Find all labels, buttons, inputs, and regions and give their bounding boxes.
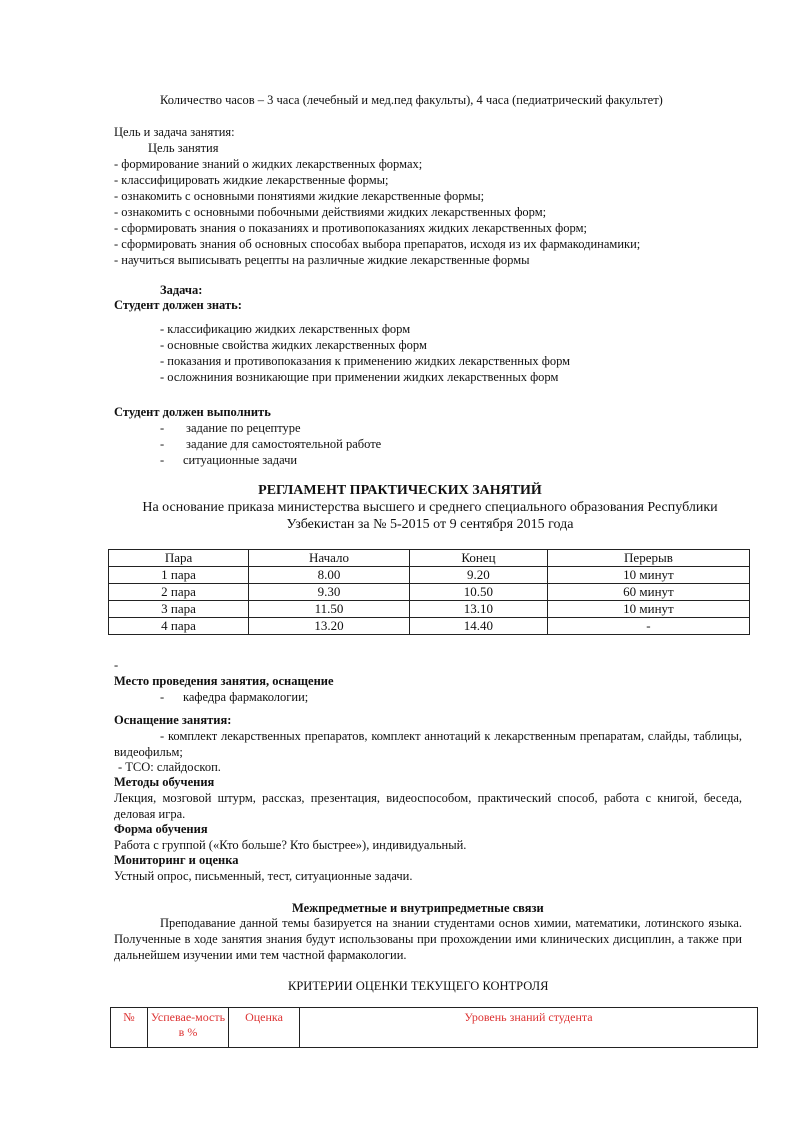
monitoring-heading: Мониторинг и оценка [114, 853, 239, 867]
place-item: - кафедра фармакологии; [160, 690, 309, 704]
know-item: - классификацию жидких лекарственных форм [160, 322, 411, 336]
criteria-title: КРИТЕРИИ ОЦЕНКИ ТЕКУЩЕГО КОНТРОЛЯ [288, 979, 549, 993]
table-header-row [109, 550, 750, 567]
table-cell: 10 минут [547, 567, 749, 584]
table-header-cell: Конец [409, 550, 547, 567]
goal-heading: Цель и задача занятия: [114, 125, 235, 139]
criteria-table [110, 1007, 758, 1048]
methods-heading: Методы обучения [114, 775, 215, 789]
table-header-cell: Перерыв [547, 550, 749, 567]
table-cell: 9.30 [249, 584, 410, 601]
do-item: - задание по рецептуре [160, 421, 301, 435]
equipment-text: - комплект лекарственных препаратов, комплект аннотаций к лекарственным препаратам, слайды, таблицы, видеофильм; [114, 729, 742, 759]
table-cell: 4 пара [109, 618, 249, 635]
table-row [109, 618, 750, 635]
goal-list [114, 156, 640, 268]
criteria-header-row [111, 1008, 758, 1048]
form-heading: Форма обучения [114, 822, 208, 836]
table-cell: 9.20 [409, 567, 547, 584]
do-heading: Студент должен выполнить [114, 405, 271, 419]
criteria-header-cell: № [111, 1008, 148, 1048]
know-item: - осложниния возникающие при применении жидких лекарственных форм [160, 370, 559, 384]
table-cell: 14.40 [409, 618, 547, 635]
reglament-title: РЕГЛАМЕНТ ПРАКТИЧЕСКИХ ЗАНЯТИЙ [258, 483, 542, 498]
goal-item: - сформировать знания об основных способах выбора препаратов, исходя из их фармакодинамики; [114, 237, 641, 251]
goal-item: - научиться выписывать рецепты на различные жидкие лекарственные формы [114, 253, 530, 267]
goal-item: - классифицировать жидкие лекарственные формы; [114, 173, 389, 187]
do-item: - ситуационные задачи [160, 453, 298, 467]
table-cell: 13.20 [249, 618, 410, 635]
criteria-header-cell: Успевае-мость в % [148, 1008, 229, 1048]
know-list [160, 321, 570, 385]
table-row [109, 567, 750, 584]
table-header-cell: Пара [109, 550, 249, 567]
table-cell: 11.50 [249, 601, 410, 618]
table-cell: 8.00 [249, 567, 410, 584]
equipment-heading: Оснащение занятия: [114, 713, 232, 727]
place-dash: - [114, 658, 119, 672]
table-cell: 13.10 [409, 601, 547, 618]
do-item: - задание для самостоятельной работе [160, 437, 382, 451]
table-cell: 10.50 [409, 584, 547, 601]
know-item: - основные свойства жидких лекарственных форм [160, 338, 427, 352]
know-heading: Студент должен знать: [114, 298, 242, 312]
table-cell: 60 минут [547, 584, 749, 601]
goal-item: - формирование знаний о жидких лекарственных формах; [114, 157, 423, 171]
criteria-header-cell: Уровень знаний студента [300, 1008, 758, 1048]
criteria-header-cell: Оценка [229, 1008, 300, 1048]
place-heading: Место проведения занятия, оснащение [114, 674, 334, 688]
reglament-subtitle: На основание приказа министерства высшего и среднего специального образования Республики Узбекистан за № 5-2015 от 9 сентября 2015 года [142, 500, 718, 532]
methods-text: Лекция, мозговой штурм, рассказ, презентация, видеоспособом, практический способ, работа с книгой, беседа, деловая игра. [114, 791, 742, 821]
links-text: Преподавание данной темы базируется на знании студентами основ химии, математики, лотинского языка. Полученные в ходе занятия знания будут использованы при прохождении ими клинических дисциплин, а также при дальнейшем изучении ими тем частной фармакологии. [114, 916, 742, 962]
links-heading: Межпредметные и внутрипредметные связи [292, 901, 544, 915]
table-row [109, 584, 750, 601]
table-cell: 3 пара [109, 601, 249, 618]
goal-item: - сформировать знания о показаниях и противопоказаниях жидких лекарственных форм; [114, 221, 587, 235]
do-list [160, 420, 381, 468]
equipment-tso: - ТСО: слайдоскоп. [118, 760, 221, 774]
schedule-table [108, 549, 750, 635]
table-cell: 2 пара [109, 584, 249, 601]
table-row [109, 601, 750, 618]
goal-item: - ознакомить с основными побочными действиями жидких лекарственных форм; [114, 205, 547, 219]
know-item: - показания и противопоказания к применению жидких лекарственных форм [160, 354, 571, 368]
table-cell: - [547, 618, 749, 635]
task-heading: Задача: [160, 283, 203, 297]
table-cell: 1 пара [109, 567, 249, 584]
monitoring-text: Устный опрос, письменный, тест, ситуационные задачи. [114, 869, 413, 883]
goal-item: - ознакомить с основными понятиями жидкие лекарственные формы; [114, 189, 485, 203]
table-cell: 10 минут [547, 601, 749, 618]
goal-subheading: Цель занятия [148, 141, 219, 155]
form-text: Работа с группой («Кто больше? Кто быстрее»), индивидуальный. [114, 838, 467, 852]
hours-line: Количество часов – 3 часа (лечебный и мед.пед факульты), 4 часа (педиатрический факультет) [160, 93, 663, 107]
table-header-cell: Начало [249, 550, 410, 567]
